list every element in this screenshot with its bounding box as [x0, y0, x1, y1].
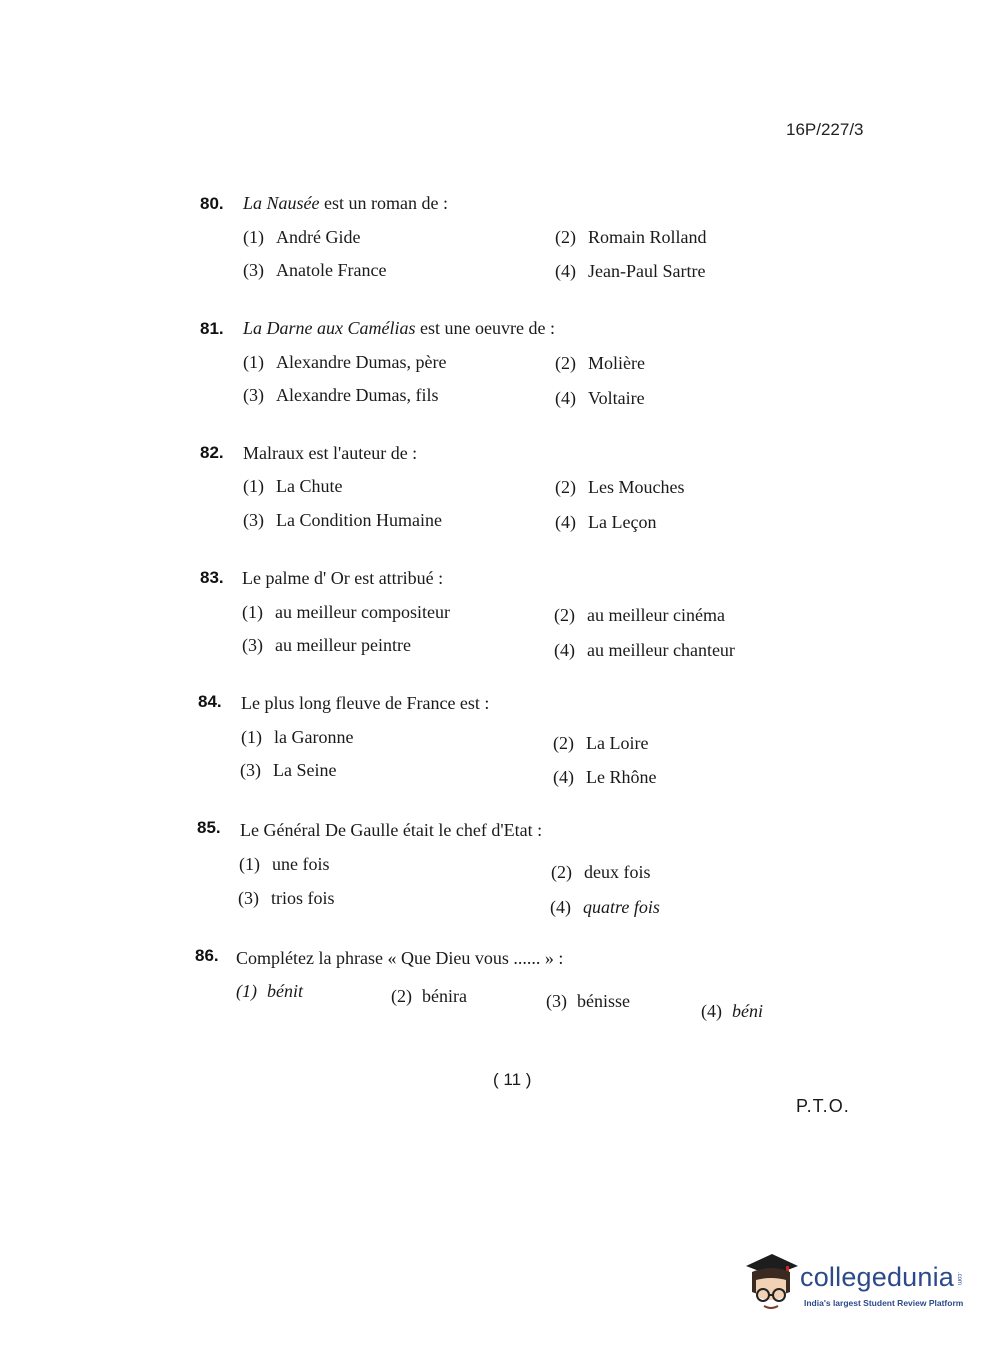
question-number: 86. — [195, 946, 219, 965]
option — [240, 760, 336, 781]
brand-suffix: .com — [956, 1272, 962, 1286]
question-number: 85. — [197, 818, 221, 837]
option — [555, 512, 656, 533]
question-stem — [243, 318, 555, 339]
stem-text: est une oeuvre de : — [415, 318, 555, 338]
option-text: bénit — [267, 981, 303, 1001]
option-text: Anatole France — [276, 260, 387, 280]
option-number: (2) — [553, 733, 574, 753]
option-text: La Leçon — [588, 512, 657, 532]
option — [551, 862, 651, 883]
option — [550, 897, 660, 918]
option-number: (4) — [555, 388, 576, 408]
question-number: 80. — [200, 194, 224, 213]
option-number: (2) — [554, 605, 575, 625]
option-text: Les Mouches — [588, 477, 685, 497]
option-text: La Chute — [276, 476, 343, 496]
option-text: Molière — [588, 353, 645, 373]
option-text: La Loire — [586, 733, 649, 753]
collegedunia-logo — [742, 1250, 972, 1320]
option-text: au meilleur chanteur — [587, 640, 735, 660]
option-text: deux fois — [584, 862, 651, 882]
option-number: (2) — [391, 986, 412, 1006]
option-text: Romain Rolland — [588, 227, 707, 247]
option-text: une fois — [272, 854, 330, 874]
option — [241, 727, 353, 748]
mascot-icon — [742, 1250, 800, 1316]
option-number: (2) — [555, 227, 576, 247]
question-number: 83. — [200, 568, 224, 587]
option-text: Jean-Paul Sartre — [588, 261, 706, 281]
option — [555, 388, 645, 409]
brand-name: collegedunia — [800, 1262, 955, 1292]
option — [555, 261, 705, 282]
option — [553, 767, 656, 788]
option-number: (4) — [553, 767, 574, 787]
option-number: (1) — [242, 602, 263, 622]
option-number: (1) — [243, 352, 264, 372]
option-text: au meilleur compositeur — [275, 602, 450, 622]
option — [546, 991, 630, 1012]
paper-code: 16P/227/3 — [786, 120, 864, 139]
option-number: (3) — [243, 385, 264, 405]
option — [243, 510, 442, 531]
option-number: (3) — [243, 260, 264, 280]
option — [243, 260, 386, 281]
option-number: (3) — [238, 888, 259, 908]
stem-text: est un roman de : — [319, 193, 448, 213]
question-number: 84. — [198, 692, 222, 711]
option-text: au meilleur cinéma — [587, 605, 725, 625]
option — [555, 477, 684, 498]
option-number: (3) — [240, 760, 261, 780]
option-text: La Seine — [273, 760, 337, 780]
brand-tagline: India's largest Student Review Platform — [804, 1298, 964, 1308]
option-number: (1) — [239, 854, 260, 874]
option — [242, 635, 411, 656]
question-stem — [243, 443, 417, 464]
option-text: Voltaire — [588, 388, 645, 408]
option-number: (3) — [242, 635, 263, 655]
option — [239, 854, 330, 875]
option — [243, 476, 342, 497]
question-stem — [242, 568, 443, 589]
option-text: bénira — [422, 986, 467, 1006]
option — [242, 602, 450, 623]
stem-text: Le Général De Gaulle était le chef d'Etat : — [240, 820, 543, 840]
option-number: (1) — [243, 476, 264, 496]
option-text: la Garonne — [274, 727, 354, 747]
option — [555, 227, 707, 248]
option — [243, 227, 360, 248]
option — [236, 981, 303, 1002]
option — [701, 1001, 763, 1022]
option — [554, 640, 735, 661]
option — [554, 605, 725, 626]
option-text: quatre fois — [583, 897, 660, 917]
option-number: (4) — [555, 512, 576, 532]
option-number: (4) — [550, 897, 571, 917]
pto-label: P.T.O. — [796, 1096, 850, 1116]
option-text: André Gide — [276, 227, 361, 247]
question-stem — [240, 820, 542, 841]
option-number: (4) — [555, 261, 576, 281]
question-number: 82. — [200, 443, 224, 462]
option-text: Alexandre Dumas, fils — [276, 385, 439, 405]
option — [238, 888, 335, 909]
option-number: (4) — [701, 1001, 722, 1021]
option — [555, 353, 645, 374]
option — [243, 385, 438, 406]
stem-text: Le plus long fleuve de France est : — [241, 693, 490, 713]
option-number: (2) — [555, 353, 576, 373]
option-text: Alexandre Dumas, père — [276, 352, 447, 372]
option-number: (1) — [243, 227, 264, 247]
option-number: (2) — [551, 862, 572, 882]
question-stem — [236, 948, 563, 969]
question-stem — [241, 693, 489, 714]
option-text: Le Rhône — [586, 767, 657, 787]
stem-text: Complétez la phrase « Que Dieu vous ...... » : — [236, 948, 564, 968]
option-text: béni — [732, 1001, 763, 1021]
stem-title: La Nausée — [243, 193, 320, 213]
option — [391, 986, 467, 1007]
option-number: (2) — [555, 477, 576, 497]
option-number: (3) — [243, 510, 264, 530]
stem-text: Le palme d' Or est attribué : — [242, 568, 444, 588]
option-text: bénisse — [577, 991, 630, 1011]
stem-text: Malraux est l'auteur de : — [243, 443, 418, 463]
option — [243, 352, 446, 373]
question-stem — [243, 193, 448, 214]
option-text: au meilleur peintre — [275, 635, 411, 655]
option-number: (4) — [554, 640, 575, 660]
page-number: ( 11 ) — [493, 1070, 532, 1089]
option-text: trios fois — [271, 888, 335, 908]
option-number: (1) — [236, 981, 257, 1001]
stem-title: La Darne aux Camélias — [243, 318, 416, 338]
option-number: (3) — [546, 991, 567, 1011]
question-number: 81. — [200, 319, 224, 338]
option — [553, 733, 648, 754]
option-text: La Condition Humaine — [276, 510, 442, 530]
option-number: (1) — [241, 727, 262, 747]
